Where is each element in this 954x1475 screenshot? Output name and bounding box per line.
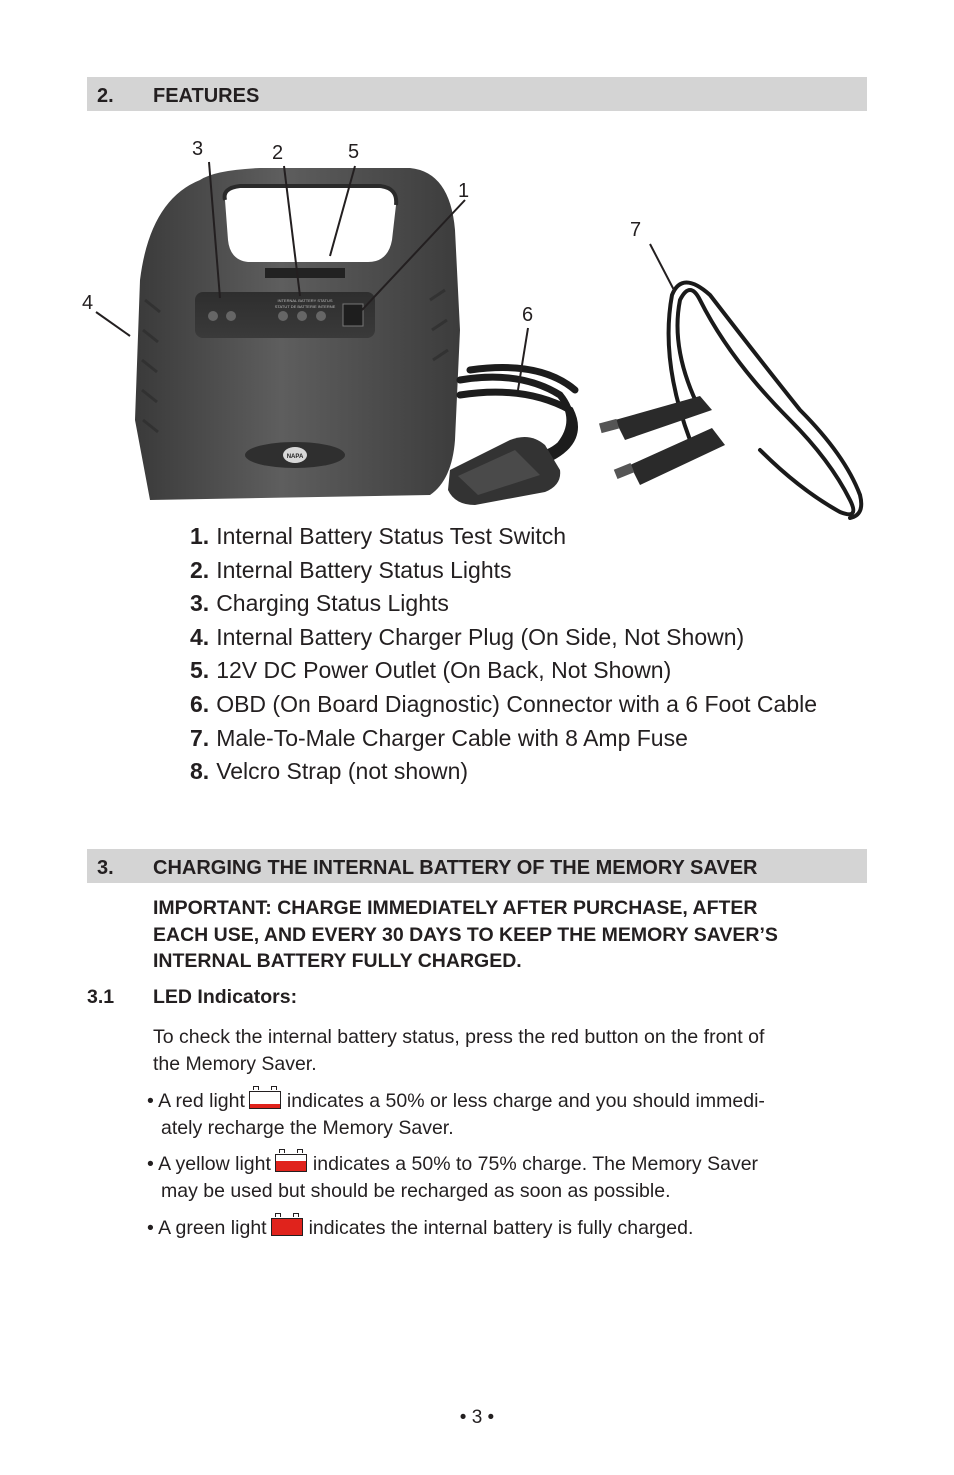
- callout-2: 2: [272, 142, 284, 164]
- important-notice: [153, 895, 863, 975]
- memory-saver-unit: [135, 168, 460, 500]
- notice-line: INTERNAL BATTERY FULLY CHARGED.: [153, 950, 522, 972]
- paragraph-line: the Memory Saver.: [153, 1052, 317, 1075]
- subsection-title: LED Indicators:: [153, 986, 298, 1008]
- list-item: [190, 654, 817, 688]
- panel-label-1: INTERNAL BATTERY STATUS: [277, 298, 333, 303]
- notice-line: IMPORTANT: CHARGE IMMEDIATELY AFTER PURCHASE, AFTER: [153, 897, 758, 919]
- item-text: Charging Status Lights: [216, 590, 449, 617]
- list-item: [190, 688, 817, 722]
- section-number: 2.: [97, 85, 114, 107]
- callout-4: 4: [82, 292, 94, 314]
- item-text: Internal Battery Charger Plug (On Side, Not Shown): [216, 623, 745, 650]
- bullet-lead: • A green light: [147, 1217, 267, 1239]
- list-item: [190, 621, 817, 655]
- item-text: Internal Battery Status Test Switch: [216, 523, 567, 549]
- item-text: OBD (On Board Diagnostic) Connector with a 6 Foot Cable: [216, 690, 818, 717]
- bullet-text: indicates the internal battery is fully charged.: [308, 1217, 694, 1239]
- bullet-lead: • A yellow light: [147, 1153, 271, 1175]
- list-item: [190, 755, 817, 789]
- callout-7: 7: [630, 219, 642, 241]
- callout-5: 5: [348, 141, 360, 163]
- napa-logo: NAPA: [286, 454, 304, 460]
- section-title: FEATURES: [153, 85, 260, 107]
- item-number: 8.: [190, 758, 210, 785]
- callout-6: 6: [522, 304, 534, 326]
- section-3-header: [87, 849, 867, 883]
- product-figure: [0, 0, 954, 520]
- obd-connector: [448, 437, 560, 505]
- bullet-yellow-light: [147, 1151, 857, 1204]
- notice-line: EACH USE, AND EVERY 30 DAYS TO KEEP THE MEMORY SAVER’S: [153, 923, 778, 946]
- battery-full-icon: [271, 1218, 303, 1236]
- paragraph-line: To check the internal battery status, press the red button on the front of: [153, 1026, 765, 1048]
- battery-medium-icon: [275, 1154, 307, 1172]
- list-item: [190, 722, 817, 756]
- item-text: Velcro Strap (not shown): [216, 758, 469, 785]
- item-number: 5.: [190, 657, 210, 684]
- list-item: [190, 587, 817, 621]
- bullet-continuation: may be used but should be recharged as soon as possible.: [161, 1179, 671, 1202]
- subsection-number: 3.1: [87, 986, 115, 1008]
- list-item: [190, 520, 817, 554]
- item-number: 6.: [190, 690, 210, 717]
- bullet-lead: • A red light: [147, 1090, 245, 1112]
- item-number: 4.: [190, 623, 210, 650]
- item-text: 12V DC Power Outlet (On Back, Not Shown): [216, 657, 672, 684]
- bullet-text: indicates a 50% to 75% charge. The Memory Saver: [312, 1153, 759, 1175]
- item-text: Internal Battery Status Lights: [216, 556, 512, 583]
- bullet-continuation: ately recharge the Memory Saver.: [161, 1116, 454, 1139]
- features-list: [190, 520, 817, 789]
- bullet-text: indicates a 50% or less charge and you should immedi-: [286, 1090, 765, 1112]
- battery-low-icon: [249, 1091, 281, 1109]
- intro-paragraph: [153, 1024, 853, 1077]
- list-item: [190, 554, 817, 588]
- callout-3: 3: [192, 138, 204, 160]
- bullet-green-light: [147, 1215, 857, 1242]
- item-number: 2.: [190, 556, 210, 583]
- item-number: 1.: [190, 523, 210, 549]
- page-number: • 3 •: [459, 1407, 495, 1428]
- item-text: Male-To-Male Charger Cable with 8 Amp Fuse: [216, 724, 688, 751]
- item-number: 3.: [190, 590, 210, 617]
- callout-1: 1: [458, 180, 470, 202]
- section-title: CHARGING THE INTERNAL BATTERY OF THE MEMORY SAVER: [153, 857, 758, 879]
- section-number: 3.: [97, 857, 114, 879]
- plug-upper: [599, 396, 712, 440]
- bullet-red-light: [147, 1088, 857, 1141]
- item-number: 7.: [190, 724, 210, 751]
- panel-label-2: STATUT DE BATTERIE INTERNE: [274, 304, 336, 309]
